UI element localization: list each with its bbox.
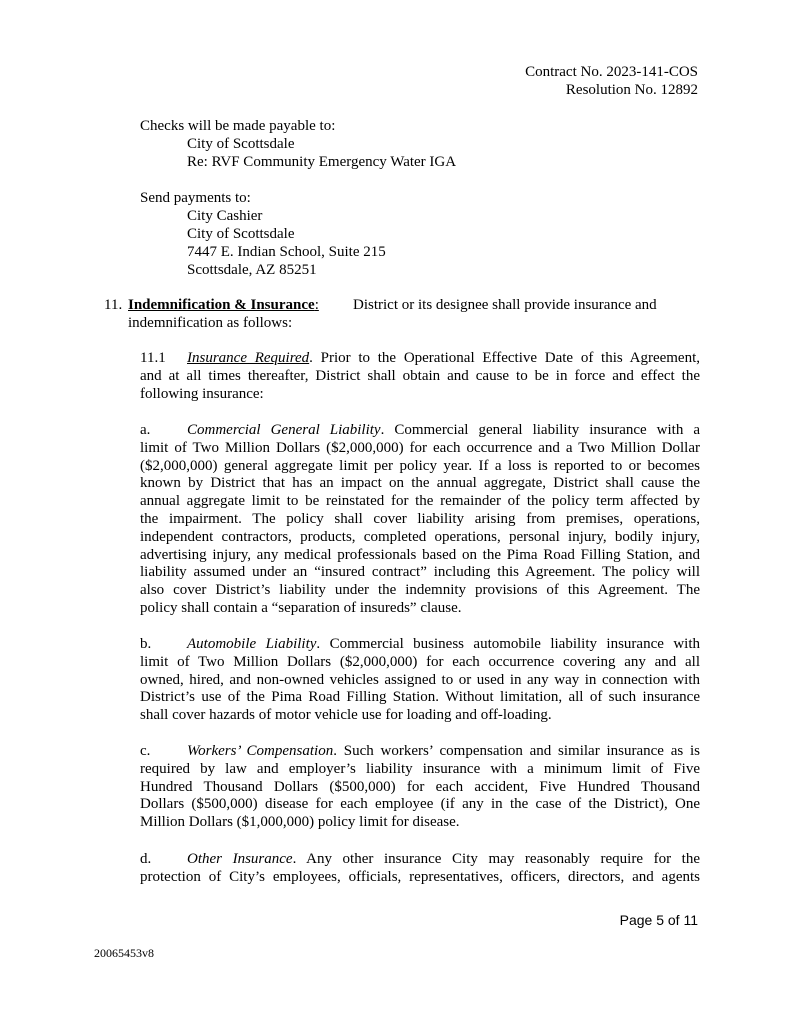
paragraph-line: limit of Two Million Dollars ($2,000,000) for each occurrence and a Two Million Dollar: [140, 439, 700, 456]
checks-re: Re: RVF Community Emergency Water IGA: [187, 154, 457, 170]
payment-line: City of Scottsdale: [187, 226, 295, 242]
paragraph-line: [140, 422, 700, 440]
paragraph-text: . Prior to the Operational Effective Date of this Agreement,: [309, 350, 701, 366]
paragraph-line: protection of City’s employees, officials, representatives, officers, directors, and agents: [140, 868, 700, 885]
paragraph-line: [140, 851, 700, 869]
paragraph-line: known by District that has an impact on the annual aggregate, District shall cause the: [140, 475, 700, 492]
paragraph-line: [140, 636, 700, 654]
paragraph-line: [140, 743, 700, 761]
item-letter: c.: [140, 743, 151, 759]
document-id: 20065453v8: [94, 946, 154, 960]
item-title: Automobile Liability: [187, 636, 317, 652]
section-11-number: 11.: [104, 297, 123, 313]
item-letter: a.: [140, 422, 151, 438]
item-a: [140, 422, 700, 618]
section-11-heading: [128, 297, 319, 315]
paragraph-line: required by law and employer’s liability insurance with a minimum limit of Five: [140, 760, 700, 777]
section-11-text: indemnification as follows:: [128, 315, 293, 331]
item-letter: b.: [140, 636, 152, 652]
paragraph-line: and at all times thereafter, District shall obtain and cause to be in force and effect the: [140, 367, 700, 384]
paragraph-text: . Any other insurance City may reasonably require for the: [292, 851, 700, 867]
item-title: Other Insurance: [187, 851, 293, 867]
resolution-number: Resolution No. 12892: [565, 82, 698, 98]
paragraph-line: Hundred Thousand Dollars ($500,000) for each accident, Five Hundred Thousand: [140, 778, 700, 795]
paragraph-text: . Commercial general liability insurance with a: [380, 422, 700, 438]
item-title: Commercial General Liability: [187, 422, 381, 438]
section-11-text: District or its designee shall provide insurance and: [353, 297, 657, 313]
paragraph-line: Million Dollars ($1,000,000) policy limit for disease.: [140, 814, 460, 831]
item-b: [140, 636, 700, 725]
subsection-number: 11.1: [140, 350, 166, 366]
paragraph-line: ($2,000,000) general aggregate limit per policy year. If a loss is reported to or becomes: [140, 457, 700, 474]
payment-line: Scottsdale, AZ 85251: [187, 262, 317, 278]
payment-line: City Cashier: [187, 208, 263, 224]
paragraph-line: Dollars ($500,000) disease for each employee (if any in the case of the District), One: [140, 796, 700, 813]
checks-intro: Checks will be made payable to:: [140, 118, 336, 134]
item-title: Workers’ Compensation: [187, 743, 334, 759]
paragraph-line: independent contractors, products, completed operations, personal injury, bodily injury,: [140, 528, 700, 545]
payment-line: 7447 E. Indian School, Suite 215: [187, 244, 386, 260]
paragraph-line: annual aggregate limit to be reinstated for the remainder of the policy term affected by: [140, 493, 700, 510]
paragraph-text: . Such workers’ compensation and similar insurance as is: [333, 743, 700, 759]
paragraph-line: the impairment. The policy shall cover liability arising from premises, operations,: [140, 510, 700, 527]
subsection-title: Insurance Required: [187, 350, 310, 366]
paragraph-line: [140, 350, 700, 368]
checks-payee: City of Scottsdale: [187, 136, 295, 152]
paragraph-line: liability assumed under an “insured contract” including this Agreement. The policy will: [140, 564, 700, 581]
contract-number: Contract No. 2023-141-COS: [525, 64, 698, 80]
section-11-colon: :: [314, 297, 319, 313]
item-c: [140, 743, 700, 832]
paragraph-line: owned, hired, and non-owned vehicles assigned to or used in any way in connection with: [140, 671, 700, 688]
payments-intro: Send payments to:: [140, 190, 251, 206]
section-11-title: Indemnification & Insurance: [128, 297, 315, 313]
item-letter: d.: [140, 851, 152, 867]
paragraph-text: . Commercial business automobile liability insurance with: [316, 636, 700, 652]
paragraph-line: also cover District’s liability under the indemnity provisions of this Agreement. The: [140, 582, 700, 599]
subsection-11-1: [140, 350, 700, 403]
paragraph-line: following insurance:: [140, 385, 264, 402]
paragraph-line: policy shall contain a “separation of insureds” clause.: [140, 599, 462, 616]
page-number: Page 5 of 11: [619, 912, 698, 928]
paragraph-line: advertising injury, any medical professionals based on the Pima Road Filling Station, and: [140, 546, 700, 563]
item-d: [140, 851, 700, 887]
paragraph-line: District’s use of the Pima Road Filling Station. Without limitation, all of such insurance: [140, 689, 700, 706]
paragraph-line: shall cover hazards of motor vehicle use for loading and off-loading.: [140, 707, 552, 724]
paragraph-line: limit of Two Million Dollars ($2,000,000) for each occurrence covering any and all: [140, 653, 700, 670]
